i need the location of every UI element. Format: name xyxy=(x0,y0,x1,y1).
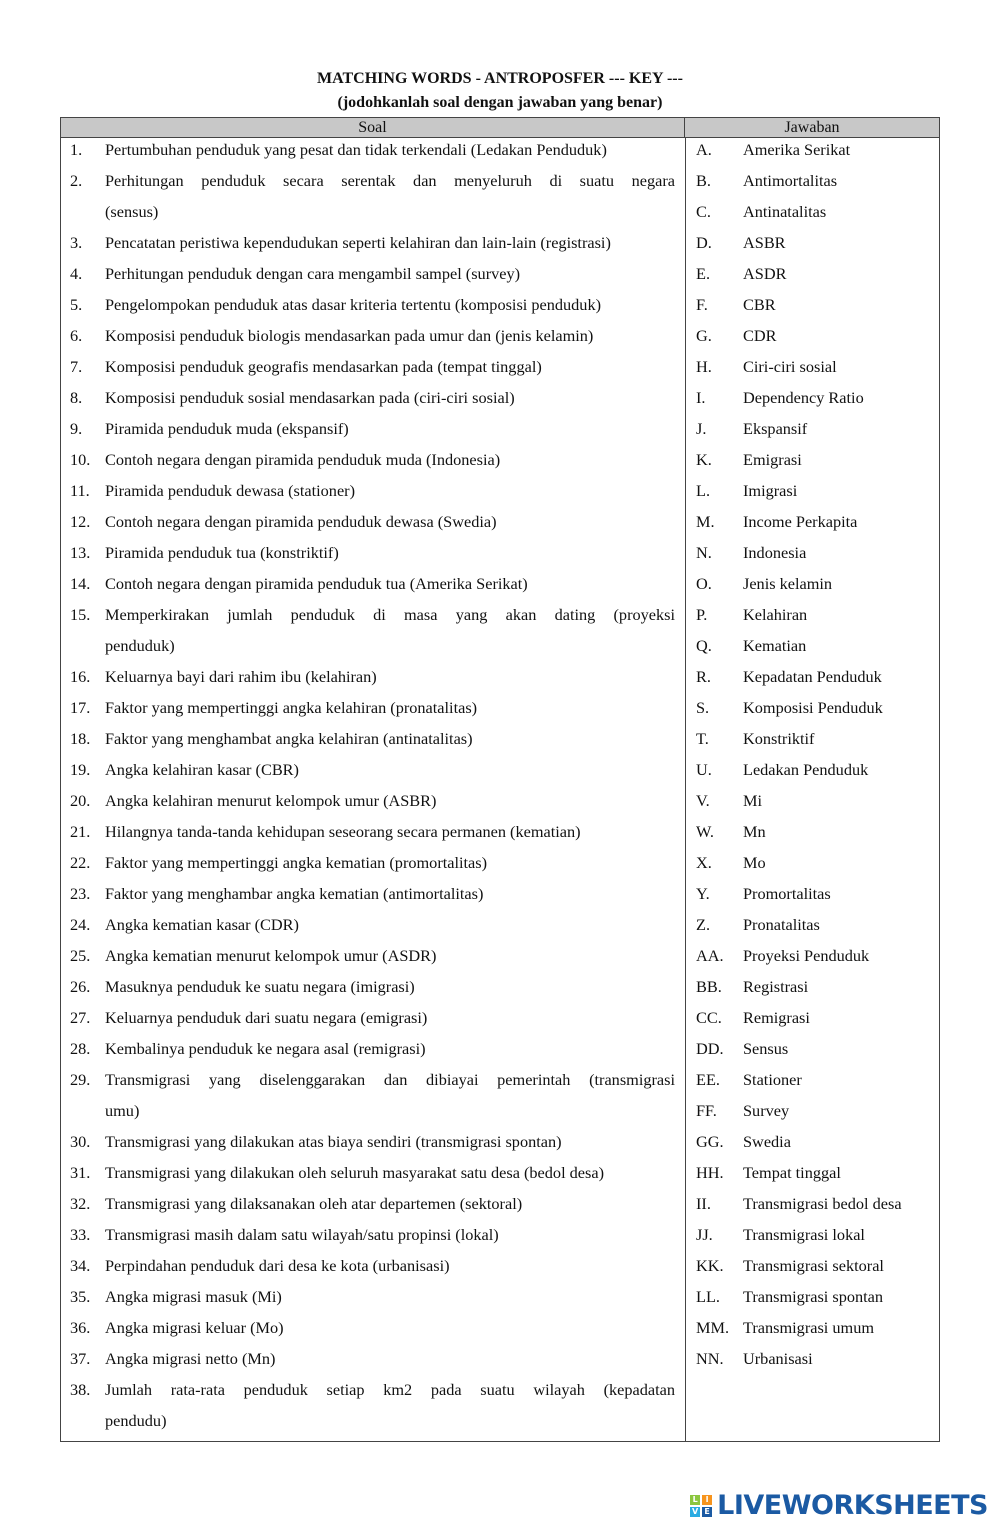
jawaban-row xyxy=(686,262,939,293)
jawaban-letter: J. xyxy=(696,419,707,438)
soal-row xyxy=(61,634,685,665)
soal-number: 34. xyxy=(70,1256,91,1275)
soal-text: Transmigrasi yang dilakukan oleh seluruh masyarakat satu desa (bedol desa) xyxy=(105,1163,605,1182)
jawaban-text: Transmigrasi lokal xyxy=(743,1225,865,1244)
soal-number: 35. xyxy=(70,1287,91,1306)
jawaban-text: Tempat tinggal xyxy=(743,1163,841,1182)
soal-number: 20. xyxy=(70,791,91,810)
soal-row xyxy=(61,1006,685,1037)
soal-number: 18. xyxy=(70,729,91,748)
soal-text: Angka kematian menurut kelompok umur (ASDR) xyxy=(105,946,437,965)
soal-text: Transmigrasi yang diselenggarakan dan dibiayai pemerintah (transmigrasi xyxy=(105,1070,675,1089)
jawaban-row xyxy=(686,541,939,572)
soal-number: 14. xyxy=(70,574,91,593)
soal-row xyxy=(61,1037,685,1068)
jawaban-text: Kepadatan Penduduk xyxy=(743,667,882,686)
soal-number: 37. xyxy=(70,1349,91,1368)
jawaban-text: Mo xyxy=(743,853,766,872)
jawaban-letter: CC. xyxy=(696,1008,722,1027)
soal-text: Transmigrasi masih dalam satu wilayah/satu propinsi (lokal) xyxy=(105,1225,499,1244)
jawaban-text: Indonesia xyxy=(743,543,807,562)
jawaban-row xyxy=(686,293,939,324)
soal-text: Hilangnya tanda-tanda kehidupan seseorang secara permanen (kematian) xyxy=(105,822,581,841)
jawaban-letter: N. xyxy=(696,543,712,562)
jawaban-row xyxy=(686,417,939,448)
jawaban-text: Sensus xyxy=(743,1039,789,1058)
soal-text: penduduk) xyxy=(105,636,175,655)
soal-text: (sensus) xyxy=(105,202,159,221)
jawaban-letter: AA. xyxy=(696,946,724,965)
jawaban-text: Ekspansif xyxy=(743,419,808,438)
jawaban-row xyxy=(686,1254,939,1285)
soal-row xyxy=(61,1409,685,1440)
jawaban-text: Konstriktif xyxy=(743,729,815,748)
jawaban-row xyxy=(686,169,939,200)
soal-number: 17. xyxy=(70,698,91,717)
soal-text: Keluarnya penduduk dari suatu negara (emigrasi) xyxy=(105,1008,428,1027)
soal-row xyxy=(61,975,685,1006)
jawaban-row xyxy=(686,634,939,665)
soal-row xyxy=(61,603,685,634)
jawaban-row xyxy=(686,231,939,262)
soal-row xyxy=(61,696,685,727)
soal-row xyxy=(61,1347,685,1378)
jawaban-letter: DD. xyxy=(696,1039,724,1058)
jawaban-text: Emigrasi xyxy=(743,450,802,469)
jawaban-text: Swedia xyxy=(743,1132,791,1151)
jawaban-letter: KK. xyxy=(696,1256,724,1275)
jawaban-header: Jawaban xyxy=(685,118,939,138)
jawaban-row xyxy=(686,1068,939,1099)
jawaban-row xyxy=(686,851,939,882)
logo-tile: I xyxy=(701,1494,713,1506)
jawaban-text: ASBR xyxy=(743,233,786,252)
jawaban-letter: M. xyxy=(696,512,715,531)
soal-text: Komposisi penduduk sosial mendasarkan pada (ciri-ciri sosial) xyxy=(105,388,515,407)
jawaban-row xyxy=(686,603,939,634)
soal-number: 27. xyxy=(70,1008,91,1027)
liveworksheets-logo-icon xyxy=(689,1494,713,1518)
jawaban-row xyxy=(686,355,939,386)
jawaban-text: Ledakan Penduduk xyxy=(743,760,869,779)
jawaban-row xyxy=(686,944,939,975)
jawaban-text: Transmigrasi umum xyxy=(743,1318,875,1337)
soal-text: pendudu) xyxy=(105,1411,167,1430)
soal-row xyxy=(61,386,685,417)
jawaban-text: Proyeksi Penduduk xyxy=(743,946,870,965)
soal-text: Faktor yang menghambar angka kematian (antimortalitas) xyxy=(105,884,484,903)
soal-number: 33. xyxy=(70,1225,91,1244)
jawaban-text: CDR xyxy=(743,326,777,345)
jawaban-letter: T. xyxy=(696,729,709,748)
soal-text: Angka kematian kasar (CDR) xyxy=(105,915,299,934)
soal-text: Komposisi penduduk biologis mendasarkan pada umur dan (jenis kelamin) xyxy=(105,326,594,345)
page-subtitle: (jodohkanlah soal dengan jawaban yang benar) xyxy=(337,94,663,111)
soal-header: Soal xyxy=(61,118,685,138)
jawaban-letter: K. xyxy=(696,450,712,469)
soal-row xyxy=(61,944,685,975)
jawaban-text: Stationer xyxy=(743,1070,802,1089)
soal-text: Faktor yang mempertinggi angka kematian (promortalitas) xyxy=(105,853,488,872)
soal-number: 13. xyxy=(70,543,91,562)
matching-table xyxy=(60,117,940,1442)
soal-row xyxy=(61,913,685,944)
soal-text: Contoh negara dengan piramida penduduk muda (Indonesia) xyxy=(105,450,501,469)
jawaban-text: Dependency Ratio xyxy=(743,388,864,407)
soal-number: 5. xyxy=(70,295,83,314)
soal-text: Perpindahan penduduk dari desa ke kota (urbanisasi) xyxy=(105,1256,450,1275)
jawaban-row xyxy=(686,882,939,913)
soal-text: Pertumbuhan penduduk yang pesat dan tidak terkendali (Ledakan Penduduk) xyxy=(105,140,607,159)
jawaban-text: Transmigrasi sektoral xyxy=(743,1256,884,1275)
soal-text: Jumlah rata-rata penduduk setiap km2 pada suatu wilayah (kepadatan xyxy=(105,1380,675,1399)
jawaban-row xyxy=(686,1316,939,1347)
jawaban-letter: HH. xyxy=(696,1163,724,1182)
jawaban-letter: Z. xyxy=(696,915,711,934)
soal-row xyxy=(61,510,685,541)
logo-tile: V xyxy=(689,1506,701,1518)
jawaban-letter: II. xyxy=(696,1194,711,1213)
jawaban-row xyxy=(686,510,939,541)
jawaban-text: Transmigrasi bedol desa xyxy=(743,1194,902,1213)
soal-row xyxy=(61,1378,685,1409)
soal-number: 19. xyxy=(70,760,91,779)
jawaban-row xyxy=(686,696,939,727)
soal-row xyxy=(61,355,685,386)
jawaban-row xyxy=(686,1192,939,1223)
soal-column xyxy=(61,138,685,1440)
soal-number: 10. xyxy=(70,450,91,469)
soal-number: 16. xyxy=(70,667,91,686)
jawaban-letter: P. xyxy=(696,605,708,624)
logo-tile: E xyxy=(701,1506,713,1518)
soal-text: Perhitungan penduduk secara serentak dan menyeluruh di suatu negara xyxy=(105,171,675,190)
jawaban-text: Jenis kelamin xyxy=(743,574,833,593)
soal-row xyxy=(61,1130,685,1161)
jawaban-letter: FF. xyxy=(696,1101,717,1120)
jawaban-row xyxy=(686,138,939,169)
jawaban-letter: F. xyxy=(696,295,708,314)
jawaban-row xyxy=(686,913,939,944)
soal-number: 24. xyxy=(70,915,91,934)
soal-row xyxy=(61,665,685,696)
soal-row xyxy=(61,882,685,913)
jawaban-row xyxy=(686,572,939,603)
soal-text: Pengelompokan penduduk atas dasar kriteria tertentu (komposisi penduduk) xyxy=(105,295,602,314)
jawaban-letter: GG. xyxy=(696,1132,724,1151)
soal-text: Contoh negara dengan piramida penduduk tua (Amerika Serikat) xyxy=(105,574,528,593)
soal-number: 8. xyxy=(70,388,83,407)
soal-text: Transmigrasi yang dilakukan atas biaya sendiri (transmigrasi spontan) xyxy=(105,1132,562,1151)
jawaban-row xyxy=(686,665,939,696)
jawaban-text: Mi xyxy=(743,791,763,810)
jawaban-text: Antinatalitas xyxy=(743,202,827,221)
soal-text: Piramida penduduk dewasa (stationer) xyxy=(105,481,356,500)
soal-text: Piramida penduduk muda (ekspansif) xyxy=(105,419,349,438)
jawaban-letter: U. xyxy=(696,760,712,779)
soal-number: 29. xyxy=(70,1070,91,1089)
soal-row xyxy=(61,1192,685,1223)
soal-number: 21. xyxy=(70,822,91,841)
soal-text: Kembalinya penduduk ke negara asal (remigrasi) xyxy=(105,1039,426,1058)
jawaban-row xyxy=(686,758,939,789)
soal-number: 38. xyxy=(70,1380,91,1399)
liveworksheets-logo xyxy=(689,1490,988,1521)
logo-text: LIVEWORKSHEETS xyxy=(717,1490,988,1521)
jawaban-row xyxy=(686,448,939,479)
jawaban-letter: C. xyxy=(696,202,711,221)
jawaban-row xyxy=(686,324,939,355)
soal-text: Contoh negara dengan piramida penduduk dewasa (Swedia) xyxy=(105,512,497,531)
page-title: MATCHING WORDS - ANTROPOSFER --- KEY --- xyxy=(317,70,683,87)
jawaban-text: Urbanisasi xyxy=(743,1349,813,1368)
jawaban-column xyxy=(686,138,939,1378)
jawaban-text: Survey xyxy=(743,1101,790,1120)
jawaban-row xyxy=(686,789,939,820)
jawaban-letter: R. xyxy=(696,667,711,686)
soal-text: Perhitungan penduduk dengan cara mengambil sampel (survey) xyxy=(105,264,521,283)
soal-number: 9. xyxy=(70,419,83,438)
jawaban-text: Amerika Serikat xyxy=(743,140,851,159)
soal-row xyxy=(61,851,685,882)
soal-row xyxy=(61,417,685,448)
soal-text: Angka migrasi netto (Mn) xyxy=(105,1349,276,1368)
soal-row xyxy=(61,1285,685,1316)
soal-row xyxy=(61,293,685,324)
soal-text: Angka migrasi keluar (Mo) xyxy=(105,1318,284,1337)
soal-text: Memperkirakan jumlah penduduk di masa yang akan dating (proyeksi xyxy=(105,605,675,624)
soal-row xyxy=(61,138,685,169)
jawaban-letter: H. xyxy=(696,357,712,376)
soal-number: 32. xyxy=(70,1194,91,1213)
soal-row xyxy=(61,169,685,200)
jawaban-text: Kelahiran xyxy=(743,605,808,624)
jawaban-letter: W. xyxy=(696,822,714,841)
jawaban-letter: MM. xyxy=(696,1318,730,1337)
soal-number: 25. xyxy=(70,946,91,965)
jawaban-row xyxy=(686,975,939,1006)
jawaban-text: Income Perkapita xyxy=(743,512,858,531)
jawaban-row xyxy=(686,1347,939,1378)
jawaban-letter: Q. xyxy=(696,636,712,655)
jawaban-letter: LL. xyxy=(696,1287,720,1306)
soal-row xyxy=(61,572,685,603)
jawaban-letter: NN. xyxy=(696,1349,724,1368)
jawaban-row xyxy=(686,1099,939,1130)
jawaban-letter: A. xyxy=(696,140,712,159)
jawaban-row xyxy=(686,479,939,510)
soal-text: Faktor yang menghambat angka kelahiran (antinatalitas) xyxy=(105,729,473,748)
jawaban-letter: V. xyxy=(696,791,710,810)
jawaban-row xyxy=(686,727,939,758)
jawaban-row xyxy=(686,1285,939,1316)
jawaban-text: Imigrasi xyxy=(743,481,798,500)
jawaban-row xyxy=(686,1130,939,1161)
soal-number: 12. xyxy=(70,512,91,531)
soal-row xyxy=(61,541,685,572)
soal-number: 3. xyxy=(70,233,83,252)
jawaban-text: ASDR xyxy=(743,264,787,283)
jawaban-letter: X. xyxy=(696,853,712,872)
soal-number: 15. xyxy=(70,605,91,624)
soal-number: 30. xyxy=(70,1132,91,1151)
soal-number: 2. xyxy=(70,171,83,190)
soal-row xyxy=(61,1223,685,1254)
soal-text: Angka kelahiran menurut kelompok umur (ASBR) xyxy=(105,791,437,810)
jawaban-row xyxy=(686,1037,939,1068)
jawaban-letter: BB. xyxy=(696,977,722,996)
soal-text: Transmigrasi yang dilaksanakan oleh atar departemen (sektoral) xyxy=(105,1194,523,1213)
soal-number: 22. xyxy=(70,853,91,872)
jawaban-text: Komposisi Penduduk xyxy=(743,698,883,717)
jawaban-text: Remigrasi xyxy=(743,1008,810,1027)
soal-number: 4. xyxy=(70,264,83,283)
soal-number: 26. xyxy=(70,977,91,996)
soal-text: umu) xyxy=(105,1101,140,1120)
soal-row xyxy=(61,200,685,231)
soal-row xyxy=(61,1254,685,1285)
jawaban-text: Ciri-ciri sosial xyxy=(743,357,837,376)
jawaban-text: Kematian xyxy=(743,636,807,655)
jawaban-row xyxy=(686,1161,939,1192)
jawaban-letter: EE. xyxy=(696,1070,720,1089)
jawaban-letter: JJ. xyxy=(696,1225,713,1244)
soal-row xyxy=(61,1068,685,1099)
soal-row xyxy=(61,324,685,355)
jawaban-letter: B. xyxy=(696,171,711,190)
soal-number: 11. xyxy=(70,481,90,500)
jawaban-text: Pronatalitas xyxy=(743,915,820,934)
soal-text: Angka kelahiran kasar (CBR) xyxy=(105,760,299,779)
jawaban-text: Antimortalitas xyxy=(743,171,838,190)
soal-text: Piramida penduduk tua (konstriktif) xyxy=(105,543,339,562)
jawaban-letter: E. xyxy=(696,264,711,283)
soal-row xyxy=(61,262,685,293)
soal-text: Masuknya penduduk ke suatu negara (imigrasi) xyxy=(105,977,415,996)
soal-number: 36. xyxy=(70,1318,91,1337)
soal-row xyxy=(61,1099,685,1130)
jawaban-letter: G. xyxy=(696,326,712,345)
jawaban-text: Transmigrasi spontan xyxy=(743,1287,884,1306)
soal-text: Keluarnya bayi dari rahim ibu (kelahiran) xyxy=(105,667,377,686)
jawaban-row xyxy=(686,386,939,417)
jawaban-letter: D. xyxy=(696,233,712,252)
jawaban-row xyxy=(686,1006,939,1037)
jawaban-letter: S. xyxy=(696,698,710,717)
soal-row xyxy=(61,1316,685,1347)
soal-row xyxy=(61,231,685,262)
soal-number: 31. xyxy=(70,1163,91,1182)
soal-row xyxy=(61,789,685,820)
soal-row xyxy=(61,479,685,510)
soal-number: 23. xyxy=(70,884,91,903)
soal-number: 1. xyxy=(70,140,83,159)
soal-row xyxy=(61,758,685,789)
jawaban-letter: I. xyxy=(696,388,706,407)
soal-row xyxy=(61,727,685,758)
soal-number: 6. xyxy=(70,326,83,345)
jawaban-letter: L. xyxy=(696,481,711,500)
jawaban-letter: O. xyxy=(696,574,712,593)
soal-row xyxy=(61,1161,685,1192)
soal-number: 28. xyxy=(70,1039,91,1058)
soal-text: Pencatatan peristiwa kependudukan seperti kelahiran dan lain-lain (registrasi) xyxy=(105,233,611,252)
jawaban-text: Registrasi xyxy=(743,977,809,996)
jawaban-text: CBR xyxy=(743,295,776,314)
jawaban-row xyxy=(686,200,939,231)
soal-row xyxy=(61,820,685,851)
soal-row xyxy=(61,448,685,479)
jawaban-row xyxy=(686,1223,939,1254)
soal-text: Faktor yang mempertinggi angka kelahiran (pronatalitas) xyxy=(105,698,478,717)
soal-number: 7. xyxy=(70,357,83,376)
jawaban-text: Promortalitas xyxy=(743,884,831,903)
jawaban-letter: Y. xyxy=(696,884,710,903)
jawaban-text: Mn xyxy=(743,822,766,841)
logo-tile: L xyxy=(689,1494,701,1506)
soal-text: Angka migrasi masuk (Mi) xyxy=(105,1287,282,1306)
soal-text: Komposisi penduduk geografis mendasarkan pada (tempat tinggal) xyxy=(105,357,542,376)
jawaban-row xyxy=(686,820,939,851)
